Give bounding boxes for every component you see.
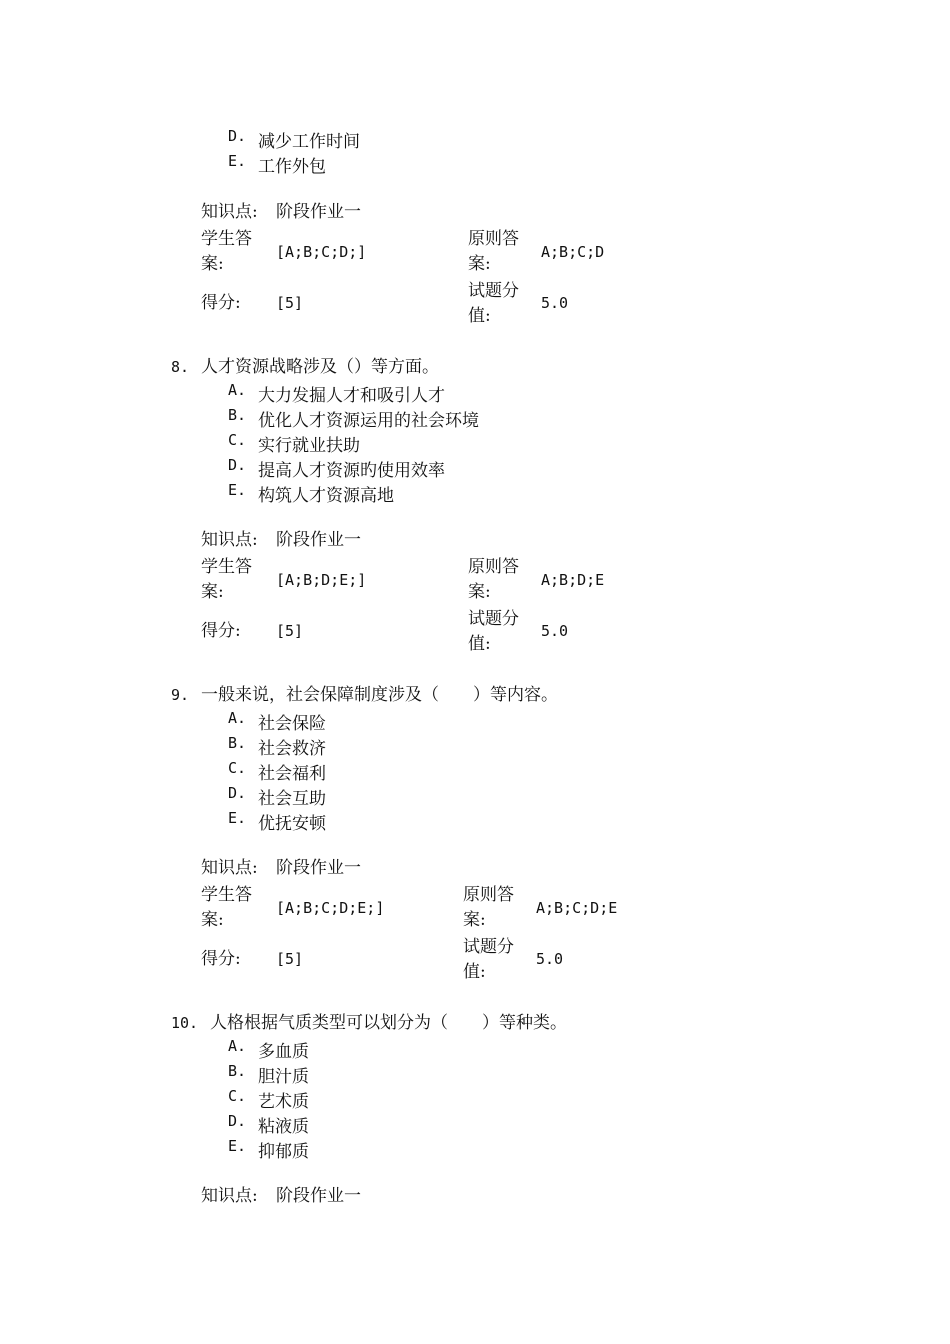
standard-answer-label: 案: [468,254,491,274]
option-text: 工作外包 [258,157,326,177]
option-letter: B. [228,406,247,424]
standard-answer: A;B;C;D [541,243,605,261]
option-d [228,1112,728,1137]
standard-answer: A;B;C;D;E [536,899,618,917]
standard-answer-label: 原则答 [463,885,514,905]
student-answer-label: 学生答 [201,885,252,905]
option-c [228,759,728,784]
student-answer-label: 案: [201,910,224,930]
option-letter: A. [228,1037,247,1055]
student-answer: [A;B;C;D;] [276,243,367,261]
option-text: 大力发掘人才和吸引人才 [258,386,445,406]
option-b [228,406,728,431]
option-letter: E. [228,152,247,170]
option-text: 提高人才资源旳使用效率 [258,461,445,481]
standard-answer-label: 原则答 [468,557,519,577]
knowledge-value: 阶段作业一 [276,202,361,222]
value-label: 值: [468,634,491,654]
student-answer-label: 学生答 [201,557,252,577]
option-d [228,127,728,152]
option-e [228,152,728,177]
student-answer-label: 学生答 [201,229,252,249]
standard-answer-label: 原则答 [468,229,519,249]
knowledge-value: 阶段作业一 [276,530,361,550]
option-letter: E. [228,1137,247,1155]
value-label: 值: [463,962,486,982]
option-text: 社会保险 [258,714,326,734]
score-label: 得分: [201,293,241,313]
option-letter: E. [228,809,247,827]
score: [5] [276,950,304,968]
option-text: 优抚安顿 [258,814,326,834]
option-text: 社会互助 [258,789,326,809]
score-label: 得分: [201,949,241,969]
option-d [228,456,728,481]
option-text: 社会福利 [258,764,326,784]
option-e [228,481,728,506]
option-e [228,809,728,834]
student-answer-label: 案: [201,582,224,602]
option-text: 多血质 [258,1042,309,1062]
option-letter: C. [228,431,247,449]
knowledge-value: 阶段作业一 [276,1186,361,1206]
option-b [228,734,728,759]
knowledge-label: 知识点: [201,858,258,878]
option-text: 艺术质 [258,1092,309,1112]
question-text: 人格根据气质类型可以划分为（ ）等种类。 [210,1013,567,1033]
option-text: 构筑人才资源高地 [258,486,394,506]
standard-answer: A;B;D;E [541,571,605,589]
question-number: 9. [171,686,190,704]
question-value: 5.0 [541,622,569,640]
student-answer-label: 案: [201,254,224,274]
question-value: 5.0 [541,294,569,312]
question-text: 一般来说，社会保障制度涉及（ ）等内容。 [201,685,558,705]
option-a [228,381,728,406]
option-text: 胆汁质 [258,1067,309,1087]
option-e [228,1137,728,1162]
option-text: 社会救济 [258,739,326,759]
option-text: 抑郁质 [258,1142,309,1162]
student-answer: [A;B;D;E;] [276,571,367,589]
option-a [228,709,728,734]
knowledge-label: 知识点: [201,530,258,550]
option-text: 减少工作时间 [258,132,360,152]
score: [5] [276,294,304,312]
standard-answer-label: 案: [463,910,486,930]
option-letter: C. [228,759,247,777]
question-value: 5.0 [536,950,564,968]
option-letter: B. [228,734,247,752]
option-text: 优化人才资源运用的社会环境 [258,411,479,431]
score: [5] [276,622,304,640]
option-letter: D. [228,784,247,802]
option-text: 实行就业扶助 [258,436,360,456]
question-number: 8. [171,358,190,376]
option-b [228,1062,728,1087]
option-letter: C. [228,1087,247,1105]
student-answer: [A;B;C;D;E;] [276,899,385,917]
knowledge-value: 阶段作业一 [276,858,361,878]
value-label: 值: [468,306,491,326]
question-number: 10. [171,1014,199,1032]
score-label: 得分: [201,621,241,641]
option-letter: D. [228,127,247,145]
standard-answer-label: 案: [468,582,491,602]
option-letter: D. [228,1112,247,1130]
option-letter: B. [228,1062,247,1080]
option-c [228,1087,728,1112]
option-c [228,431,728,456]
option-letter: A. [228,381,247,399]
value-label: 试题分 [468,609,519,629]
knowledge-label: 知识点: [201,202,258,222]
knowledge-label: 知识点: [201,1186,258,1206]
value-label: 试题分 [463,937,514,957]
option-a [228,1037,728,1062]
question-text: 人才资源战略涉及（）等方面。 [201,357,439,377]
option-letter: E. [228,481,247,499]
option-d [228,784,728,809]
option-letter: A. [228,709,247,727]
option-letter: D. [228,456,247,474]
option-text: 粘液质 [258,1117,309,1137]
value-label: 试题分 [468,281,519,301]
